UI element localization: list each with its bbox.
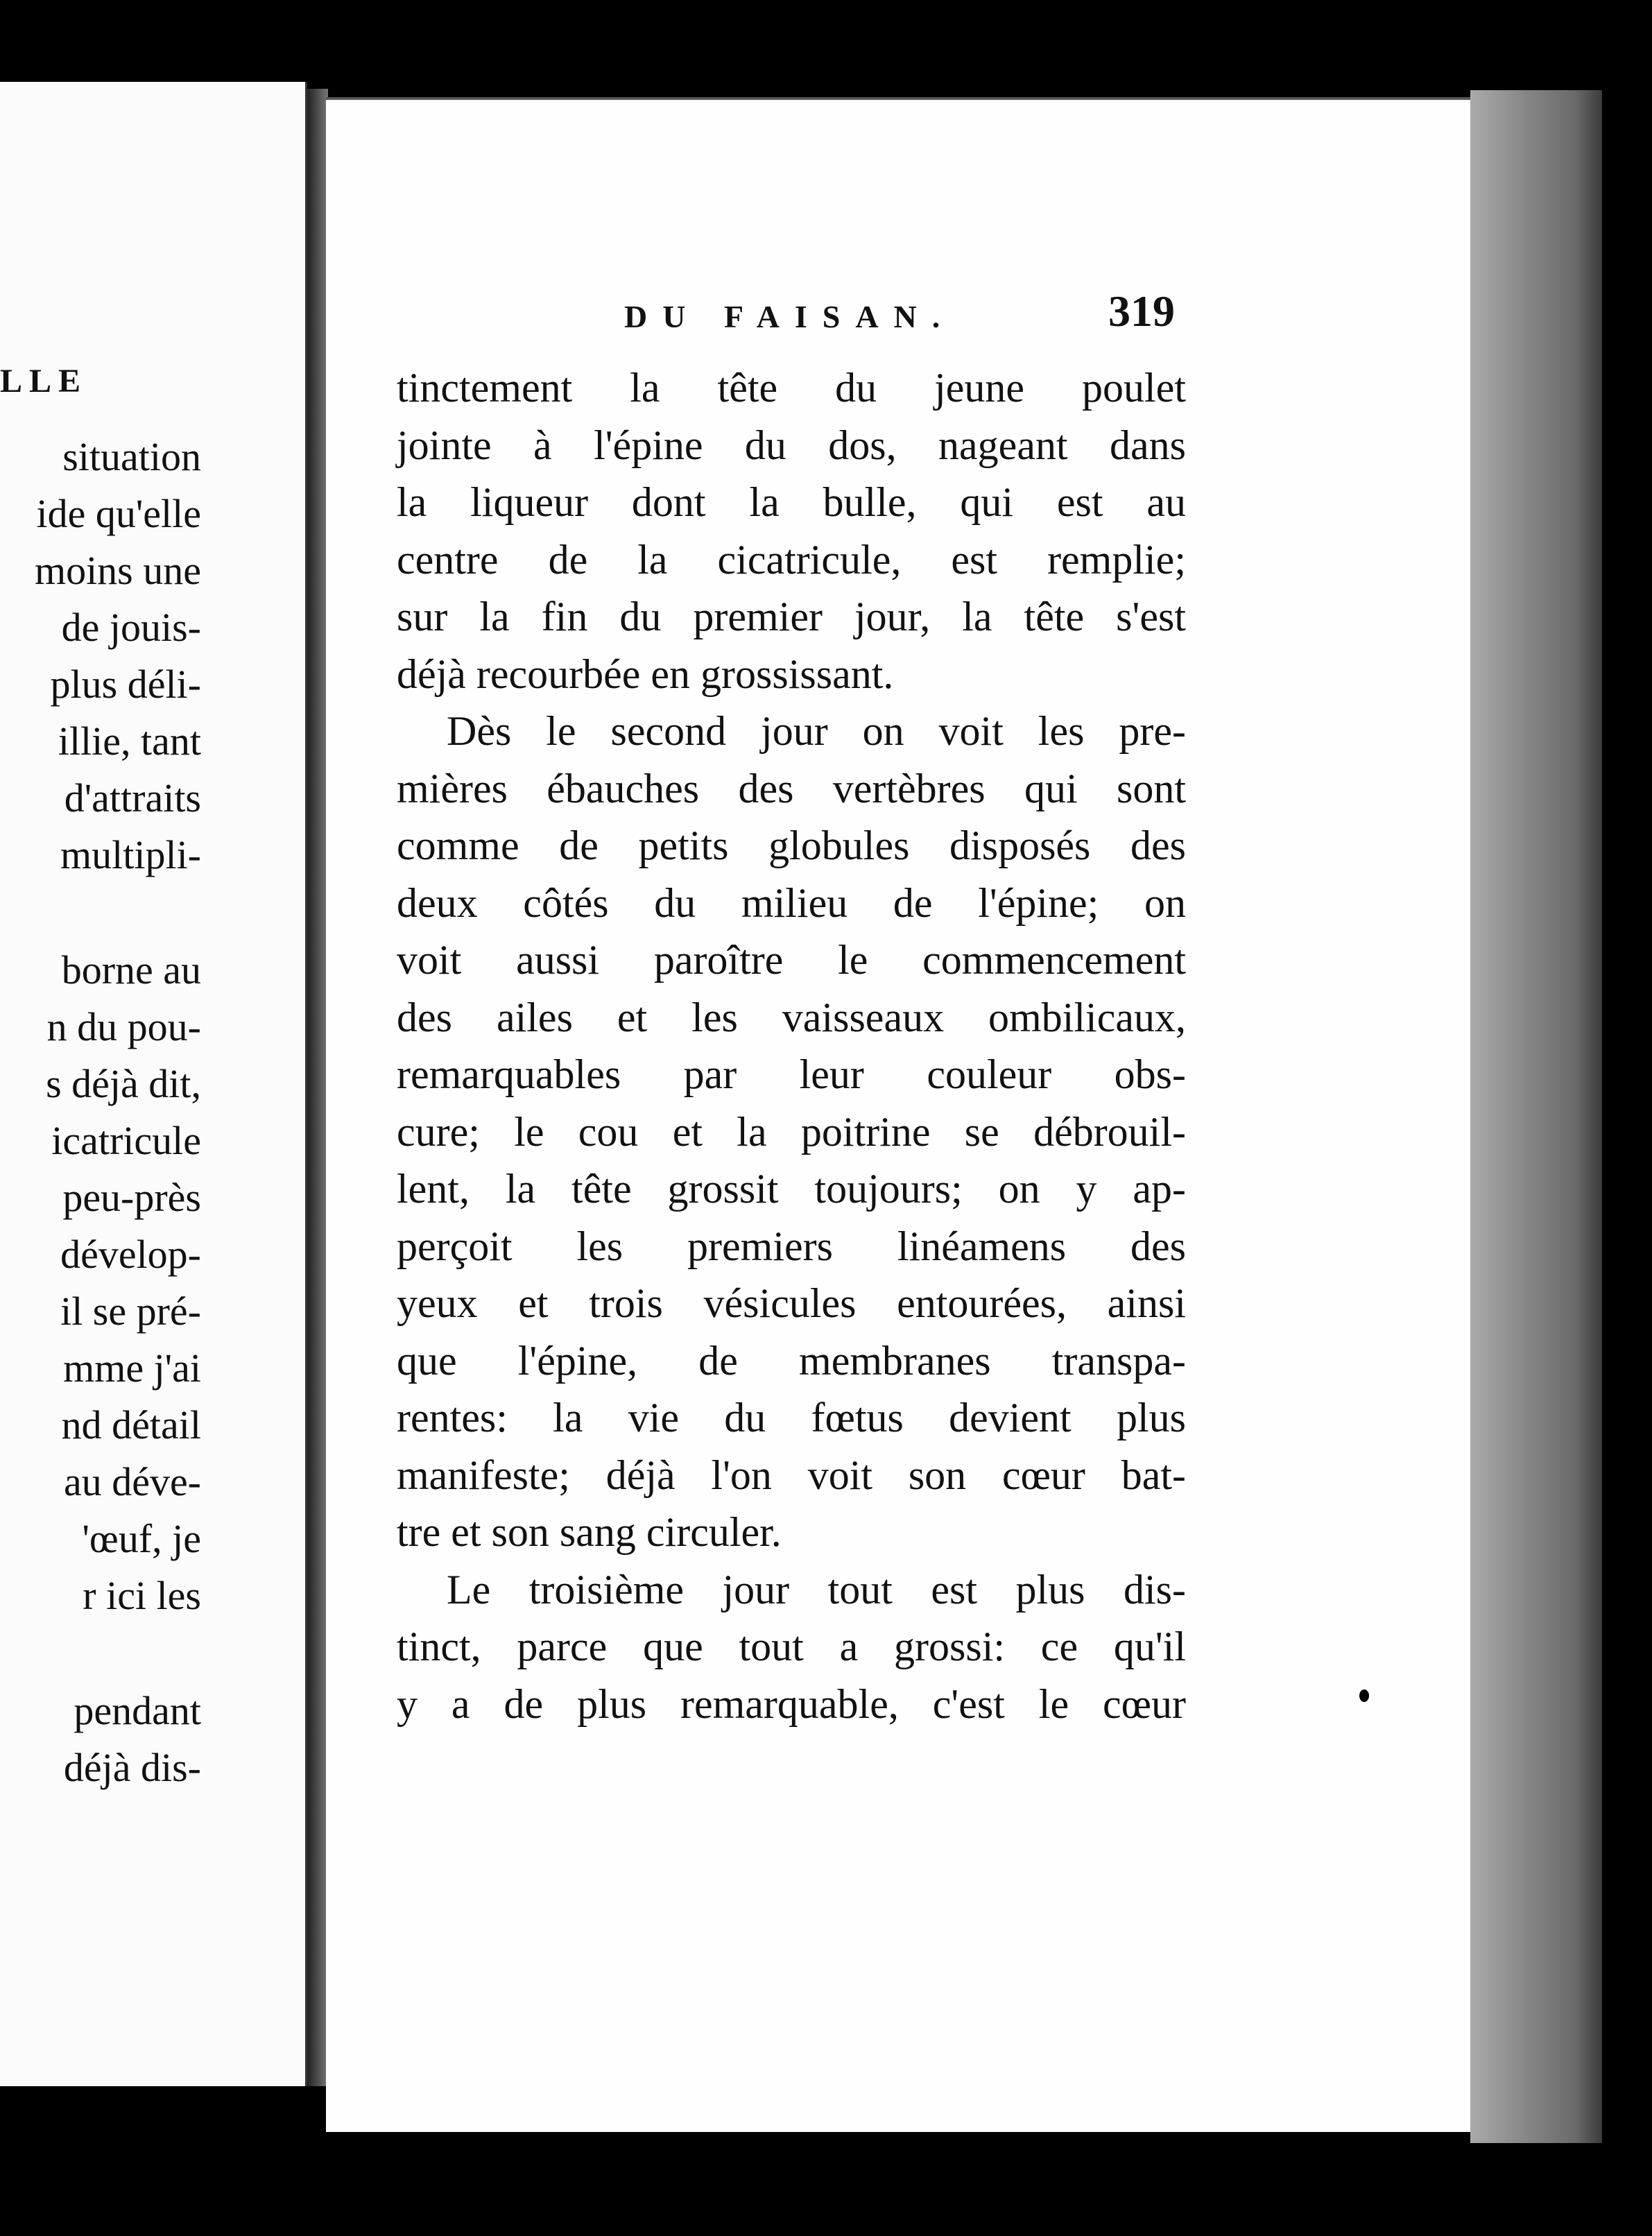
text-line: rentes: la vie du fœtus devient plus (397, 1395, 1186, 1440)
left-line: peu-près (62, 1175, 201, 1220)
text-line: la liqueur dont la bulle, qui est au (397, 479, 1186, 525)
text-line: des ailes et les vaisseaux ombilicaux, (397, 994, 1186, 1040)
left-line: moins une (34, 548, 201, 593)
left-line: mme j'ai (63, 1345, 201, 1391)
left-line: plus déli- (50, 662, 201, 707)
text-line: Dès le second jour on voit les pre- (447, 708, 1186, 754)
left-line: nd détail (61, 1402, 201, 1447)
text-line: centre de la cicatricule, est remplie; (397, 536, 1186, 583)
book-gutter (307, 89, 328, 2086)
text-line: remarquables par leur couleur obs- (397, 1051, 1186, 1097)
text-line: déjà recourbée en grossissant. (397, 651, 894, 697)
left-line: situation (62, 434, 201, 479)
left-line: au déve- (63, 1459, 201, 1504)
ink-speck (1359, 1689, 1369, 1702)
left-line: 'œuf, je (82, 1516, 201, 1561)
text-line: perçoit les premiers linéamens des (397, 1223, 1186, 1269)
text-line: comme de petits globules disposés des (397, 823, 1186, 868)
left-line: n du pou- (46, 1004, 201, 1049)
left-line: r ici les (83, 1573, 201, 1618)
page-edge (1470, 90, 1602, 2143)
left-line: déjà dis- (63, 1745, 201, 1790)
text-line: lent, la tête grossit toujours; on y ap- (397, 1166, 1186, 1212)
text-line: tre et son sang circuler. (397, 1509, 782, 1555)
text-line: cure; le cou et la poitrine se débrouil- (397, 1108, 1186, 1155)
text-line: Le troisième jour tout est plus dis- (447, 1566, 1186, 1613)
left-line: de jouis- (61, 605, 201, 650)
text-line: mières ébauches des vertèbres qui sont (397, 765, 1186, 811)
left-page (0, 82, 307, 2086)
left-line: d'attraits (64, 775, 201, 820)
left-line: illie, tant (58, 719, 201, 764)
left-line: icatricule (51, 1118, 201, 1163)
left-page-text (0, 429, 201, 1796)
text-line: manifeste; déjà l'on voit son cœur bat- (397, 1452, 1186, 1498)
running-head: DU FAISAN. (624, 299, 956, 334)
text-line: jointe à l'épine du dos, nageant dans (397, 422, 1186, 468)
text-line: sur la fin du premier jour, la tête s'est (397, 594, 1186, 639)
left-running-head: LLE (0, 363, 88, 399)
left-line: multipli- (60, 832, 201, 877)
text-line: tinctement la tête du jeune poulet (397, 365, 1186, 411)
paragraph-gap (0, 884, 201, 942)
text-line: voit aussi paroître le commencement (397, 937, 1186, 983)
body-text (397, 359, 1186, 1732)
left-line: ide qu'elle (36, 491, 201, 536)
left-line: il se pré- (60, 1289, 201, 1334)
text-line: tinct, parce que tout a grossi: ce qu'il (397, 1624, 1186, 1669)
paragraph-gap (0, 1624, 201, 1683)
left-line: borne au (61, 947, 201, 992)
left-line: s déjà dit, (46, 1061, 201, 1106)
page-number: 319 (1108, 286, 1175, 336)
text-line: que l'épine, de membranes transpa- (397, 1337, 1186, 1384)
left-line: dévelop- (60, 1232, 201, 1277)
text-line: y a de plus remarquable, c'est le cœur (397, 1680, 1186, 1727)
left-line: pendant (74, 1688, 201, 1733)
text-line: yeux et trois vésicules entourées, ainsi (397, 1280, 1186, 1326)
text-line: deux côtés du milieu de l'épine; on (397, 879, 1186, 926)
